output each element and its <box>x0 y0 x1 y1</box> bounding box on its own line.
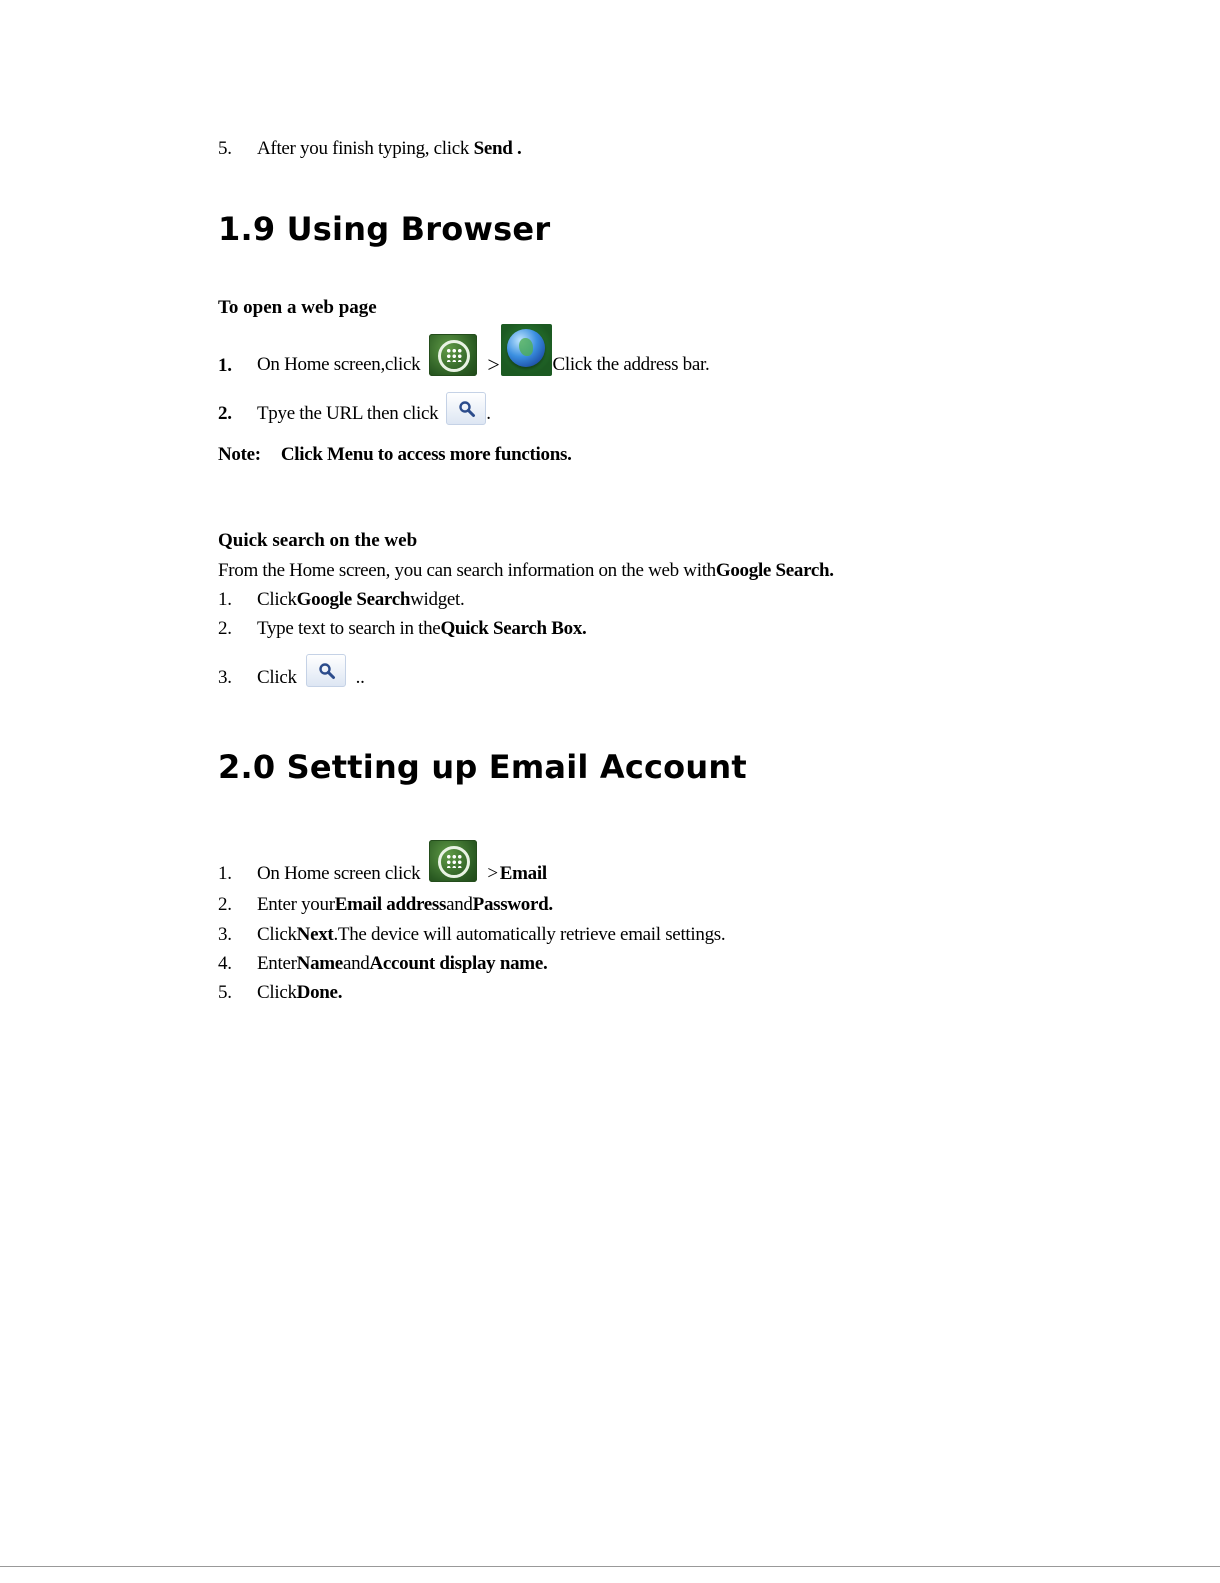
email-step-3 <box>218 920 725 950</box>
quick-step-1 <box>218 585 464 615</box>
step-bold: Password. <box>472 894 553 915</box>
step-bold: Next <box>296 924 334 945</box>
separator: > <box>487 863 498 884</box>
section-heading-email: 2.0 Setting up Email Account <box>218 748 747 786</box>
step-text: Click <box>257 924 297 945</box>
page-bottom-rule <box>0 1566 1220 1567</box>
intro-bold: Google Search. <box>715 560 834 581</box>
step-number: 1. <box>218 589 232 610</box>
step-bold: Quick Search Box. <box>440 618 587 639</box>
email-step-4 <box>218 949 547 979</box>
email-step-5 <box>218 978 342 1008</box>
subheading-quick-search: Quick search on the web <box>218 530 418 551</box>
step-text: After you finish typing, click <box>257 138 470 159</box>
step-bold: Email <box>499 863 547 884</box>
browser-step-1 <box>218 323 709 379</box>
step-text: .The device will automatically retrieve email settings. <box>333 924 726 945</box>
separator: > <box>487 352 500 377</box>
step-text: Enter your <box>257 894 335 915</box>
note-label: Note: <box>218 444 261 465</box>
step-bold: Email address <box>334 894 447 915</box>
quick-step-3 <box>218 650 365 692</box>
step-text: and <box>446 894 473 915</box>
step-text: Enter <box>257 953 297 974</box>
step-number: 1. <box>218 863 232 884</box>
step-number: 2. <box>218 894 232 915</box>
email-step-2 <box>218 890 553 920</box>
step-number: 3. <box>218 667 232 688</box>
step-number: 3. <box>218 924 232 945</box>
browser-globe-icon <box>501 324 552 376</box>
step-text: Click <box>257 667 297 688</box>
browser-step-2 <box>218 390 491 428</box>
step-text: and <box>342 953 370 974</box>
step-number: 5. <box>218 982 232 1003</box>
apps-grid-icon <box>429 334 477 376</box>
subheading-open-web-page: To open a web page <box>218 297 377 318</box>
note-text: Click Menu to access more functions. <box>280 444 572 465</box>
apps-grid-icon <box>429 840 477 882</box>
step-number: 4. <box>218 953 232 974</box>
search-magnifier-icon <box>446 392 486 425</box>
step-number: 1. <box>218 355 232 376</box>
note <box>218 440 572 470</box>
step-number: 5. <box>218 138 232 159</box>
email-step-1 <box>218 836 547 888</box>
step-bold: Google Search <box>296 589 411 610</box>
step-bold: Done. <box>296 982 343 1003</box>
step-bold: Send . <box>473 138 522 159</box>
step-bold: Name <box>296 953 343 974</box>
step-text: On Home screen,click <box>257 354 421 375</box>
step-number: 2. <box>218 403 232 424</box>
section-heading-browser: 1.9 Using Browser <box>218 210 551 248</box>
step-text: On Home screen click <box>257 863 421 884</box>
step-send <box>218 134 521 164</box>
step-text: Click <box>257 589 297 610</box>
intro-text: From the Home screen, you can search information on the web with <box>218 560 716 581</box>
step-text: Type text to search in the <box>257 618 441 639</box>
step-text: widget. <box>410 589 465 610</box>
step-number: 2. <box>218 618 232 639</box>
step-text: Tpye the URL then click <box>257 403 439 424</box>
search-magnifier-icon <box>306 654 346 687</box>
step-text: Click <box>257 982 297 1003</box>
step-text: . <box>486 403 491 424</box>
quick-search-intro <box>218 556 834 586</box>
step-bold: Account display name. <box>369 953 548 974</box>
step-text: .. <box>355 667 365 688</box>
quick-step-2 <box>218 614 587 644</box>
step-text: Click the address bar. <box>552 354 710 375</box>
